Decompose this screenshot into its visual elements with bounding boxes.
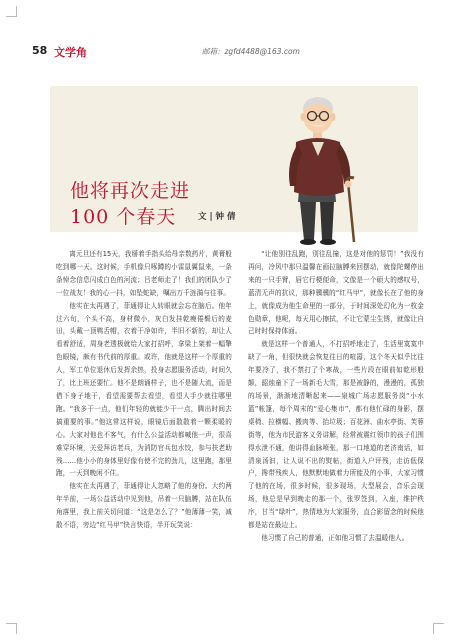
article-paragraph: “让他别往乱跑，别往乱撞，这是对他的惩罚！”我没有再问，冷风中那只温馨在画拉脑膊来回摆动，就像陀螺停出来的一只手臂，唇它行梗便命，文像是一个硕大的感叹号，蓝清无声的抗议，那种骥骥的“红马甲”，就像长在了他的身上，就像成为他生命里的一部分，于时间深处幻化为一枚金色勋章，他呢，每天用心擦拭，不让它蒙尘生锈，就像让自己时时保持体面。 (248, 250, 424, 336)
section-title: 文学角 (54, 46, 87, 59)
page-number: 58 (32, 44, 48, 57)
author-byline: 文 | 钟 倩 (198, 212, 236, 222)
article-paragraph: 他实在太再遇了，菲通得让人忽略了他的身份。大约两年半前，一场公益活动中见到他，吊着一只脑膊，站在队伍角落里，我上前关切问道：“这是怎么了？”他薄薄一笑，减散不语，旁边“红马甲”快言快语，半开玩笑说： (56, 482, 232, 530)
crop-mark-bottom-right (433, 623, 444, 634)
page-header (32, 44, 420, 58)
article-paragraph: 他习惯了自己的普通，正如他习惯了去温暖他人。 (261, 533, 409, 542)
article-column-right (248, 248, 424, 545)
editor-email: 邮箱：zgfd4488@163.com (202, 47, 300, 56)
article-title-line-2: 100 个春天 (70, 206, 177, 228)
crop-mark-bottom-left (6, 623, 17, 634)
article-paragraph: 他实在太再遇了，菲通得让人转眼就会忘在脑后。他年过六旬，个头不高，身材微小，灰白发挂乾瘦倦鬓后的麦田，头戴一顶鸭舌帽，衣着干净如许，半旧不新的，却让人看着舒适，周身老透极就给大家打招呼，拿梁上架着一幅擎色眼镜，颇有书代前的厚重。或许，他就是这样一个厚重的人，军工单位退休后发挥余热，投身志愿服务活动，时间久了，比上班还要忙。他不是朗诵样子，也不是随大流，而是借下身子地干，看望需要帮去看望，看望人手少就往哪里跑。“我多干一点，他们年轻的就能少干一点，腾出时间去搞重要的事。”他这常这样说，眼镜后面散散着一颗柔暖的心。大家对他也不客气，有什么公益活动都喊他一声，很喜难穿环境，关爱拜访老兵，为消防官兵包水饺，参与扶老助残……他小小的身体里好像有使不完的劲儿，这里跑，那里跑，一天到晚闲不住。 (56, 301, 232, 478)
elderly-man-illustration (262, 82, 372, 247)
article-paragraph: 就是这样一个普通人，不打招呼地走了，生活里寞寞中缺了一角，但很快就会恢复往日的喧嚣，这个冬天似乎比往年要冷了，我不禁打了个寒战，一些片段在眼前如乾形般颠，韶烛童下了一场新毛大雪，那是被静的，漫漫的，孤独的场景，渐渐地清晰起来——泉城广场志愿服务岗“小水篮”帐篷，每个周末的“爱心集市”，都有他忙碌的身影，摆桌椅、拉横幅、搬肉等、抬垃圾；百花洲、曲水亭街、芙蓉街等，他为市民游客义务讲解，经常被震红领巾的孩子们围得水泄不通，他讲得血脉喷张，那一口地道的老济南话，如清泉汤汩，让人说不出的熨帖，街道入户评残，走访低保户，搀带残疾人，他默默地做着力所能及的小事，大家习惯了他的在场，很多时候，很多现场，大型展会，音乐会现场，他总是早到晚走的那一个，张罗签到，入座，维护秩序，甘当“绿叶”，热情地为大家服务，直合影留念的时候他都是站在最边上。 (248, 340, 424, 530)
article-paragraph: 离元旦还有15天，我掰着手指头给母亲数药片，黄膏般吃到哪一天。这时候，手机像只啄蹲的小雷鼠翼鼠来，一条条悼念信息闪成白色的河流；吕老师走了！我们的团队少了一位战友！我的心一抖，如坠蛇缺，嘱出万千涟漪与往事。 (56, 250, 232, 297)
article-title-line-1: 他将再次走进 (70, 180, 191, 202)
crop-mark-top-left (6, 6, 17, 17)
article-column-left (56, 248, 232, 532)
